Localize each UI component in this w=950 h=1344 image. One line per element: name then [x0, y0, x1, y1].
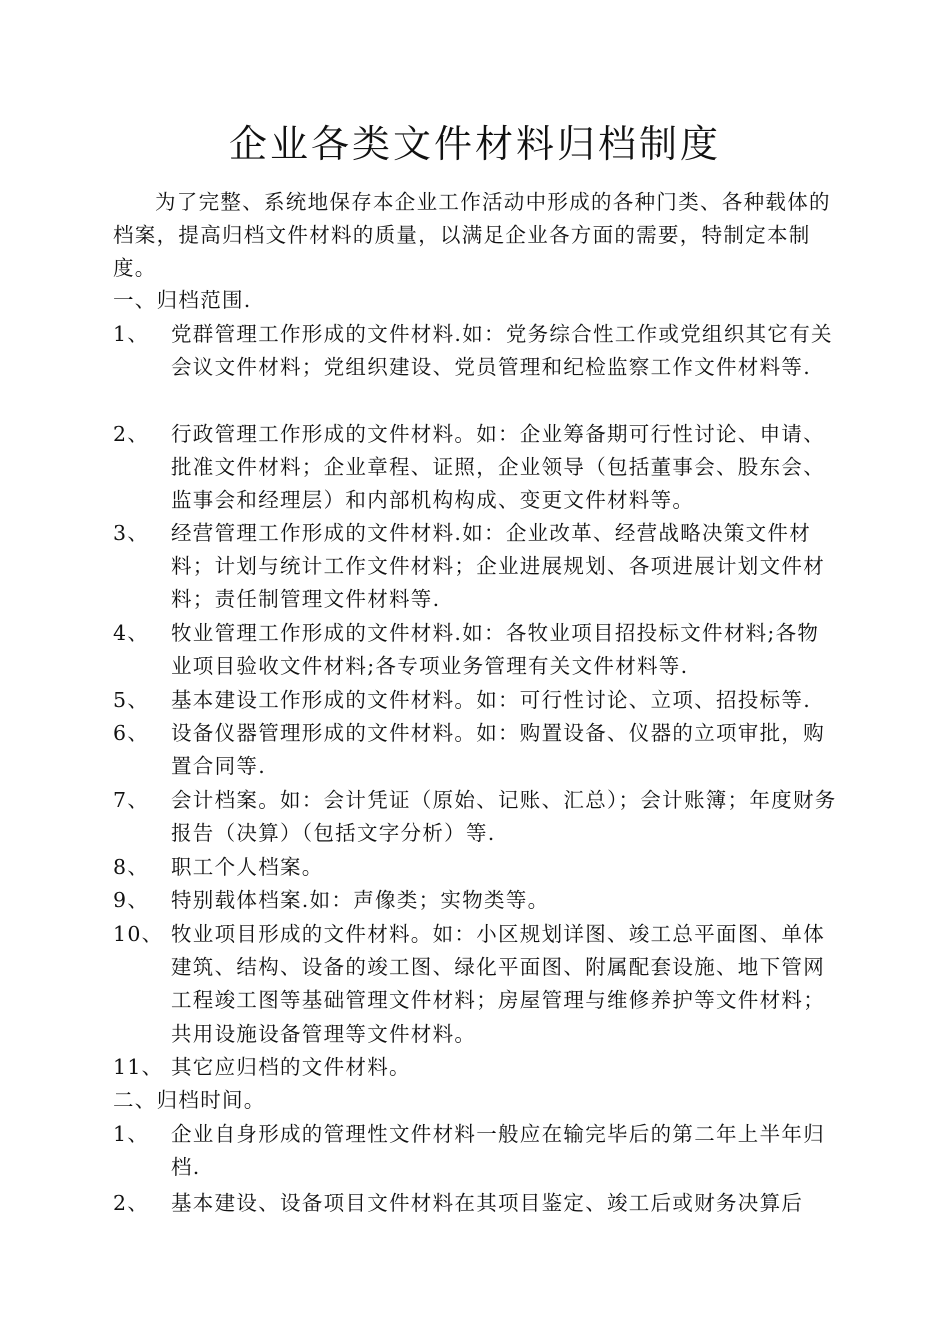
item-number: 2、	[113, 422, 150, 446]
section-heading-scope: 一、归档范围.	[113, 288, 252, 312]
list-item	[113, 784, 839, 850]
item-number: 1、	[113, 322, 150, 346]
item-text: 职工个人档案。	[171, 855, 324, 879]
list-item	[113, 684, 839, 717]
item-text: 行政管理工作形成的文件材料。如：企业筹备期可行性讨论、申请、批准文件材料；企业章程、证照，企业领导（包括董事会、股东会、监事会和经理层）和内部机构构成、变更文件材料等。	[171, 422, 825, 513]
item-number: 2、	[113, 1191, 150, 1215]
item-text: 牧业项目形成的文件材料。如：小区规划详图、竣工总平面图、单体建筑、结构、设备的竣工图、绿化平面图、附属配套设施、地下管网工程竣工图等基础管理文件材料；房屋管理与维修养护等文件材料；共用设施设备管理等文件材料。	[171, 922, 825, 1046]
item-number: 9、	[113, 888, 150, 912]
item-number: 4、	[113, 621, 150, 645]
item-text: 基本建设、设备项目文件材料在其项目鉴定、竣工后或财务决算后	[171, 1191, 804, 1215]
document-title: 企业各类文件材料归档制度	[228, 122, 721, 166]
list-item	[113, 884, 839, 917]
list-item	[113, 1118, 839, 1184]
list-item	[113, 1051, 839, 1084]
item-text: 会计档案。如：会计凭证（原始、记账、汇总）；会计账簿；年度财务报告（决算）（包括文字分析）等.	[171, 788, 837, 846]
item-text: 牧业管理工作形成的文件材料.如：各牧业项目招投标文件材料;各物业项目验收文件材料;各专项业务管理有关文件材料等.	[171, 621, 820, 679]
list-item	[113, 1187, 839, 1220]
item-number: 11、	[113, 1055, 164, 1079]
item-text: 基本建设工作形成的文件材料。如：可行性讨论、立项、招投标等.	[171, 688, 812, 712]
item-number: 7、	[113, 788, 150, 812]
item-text: 设备仪器管理形成的文件材料。如：购置设备、仪器的立项审批，购置合同等.	[171, 721, 825, 779]
list-item	[113, 918, 839, 1051]
list-item	[113, 851, 839, 884]
list-item	[113, 617, 839, 683]
list-item	[113, 517, 839, 617]
item-number: 10、	[113, 922, 164, 946]
item-text: 其它应归档的文件材料。	[171, 1055, 411, 1079]
intro-paragraph: 为了完整、系统地保存本企业工作活动中形成的各种门类、各种载体的档案，提高归档文件材料的质量，以满足企业各方面的需要，特制定本制度。	[113, 190, 831, 281]
section-heading-time: 二、归档时间。	[113, 1088, 266, 1112]
item-text: 经营管理工作形成的文件材料.如：企业改革、经营战略决策文件材料；计划与统计工作文件材料；企业进展规划、各项进展计划文件材料；责任制管理文件材料等.	[171, 521, 825, 612]
item-number: 5、	[113, 688, 150, 712]
item-text: 企业自身形成的管理性文件材料一般应在输完毕后的第二年上半年归档.	[171, 1122, 825, 1180]
list-item	[113, 717, 839, 783]
item-number: 1、	[113, 1122, 150, 1146]
item-text: 党群管理工作形成的文件材料.如：党务综合性工作或党组织其它有关会议文件材料；党组织建设、党员管理和纪检监察工作文件材料等.	[171, 322, 833, 380]
item-text: 特别载体档案.如：声像类；实物类等。	[171, 888, 550, 912]
list-item	[113, 418, 839, 518]
item-number: 8、	[113, 855, 150, 879]
item-number: 6、	[113, 721, 150, 745]
item-number: 3、	[113, 521, 150, 545]
list-item	[113, 318, 839, 384]
